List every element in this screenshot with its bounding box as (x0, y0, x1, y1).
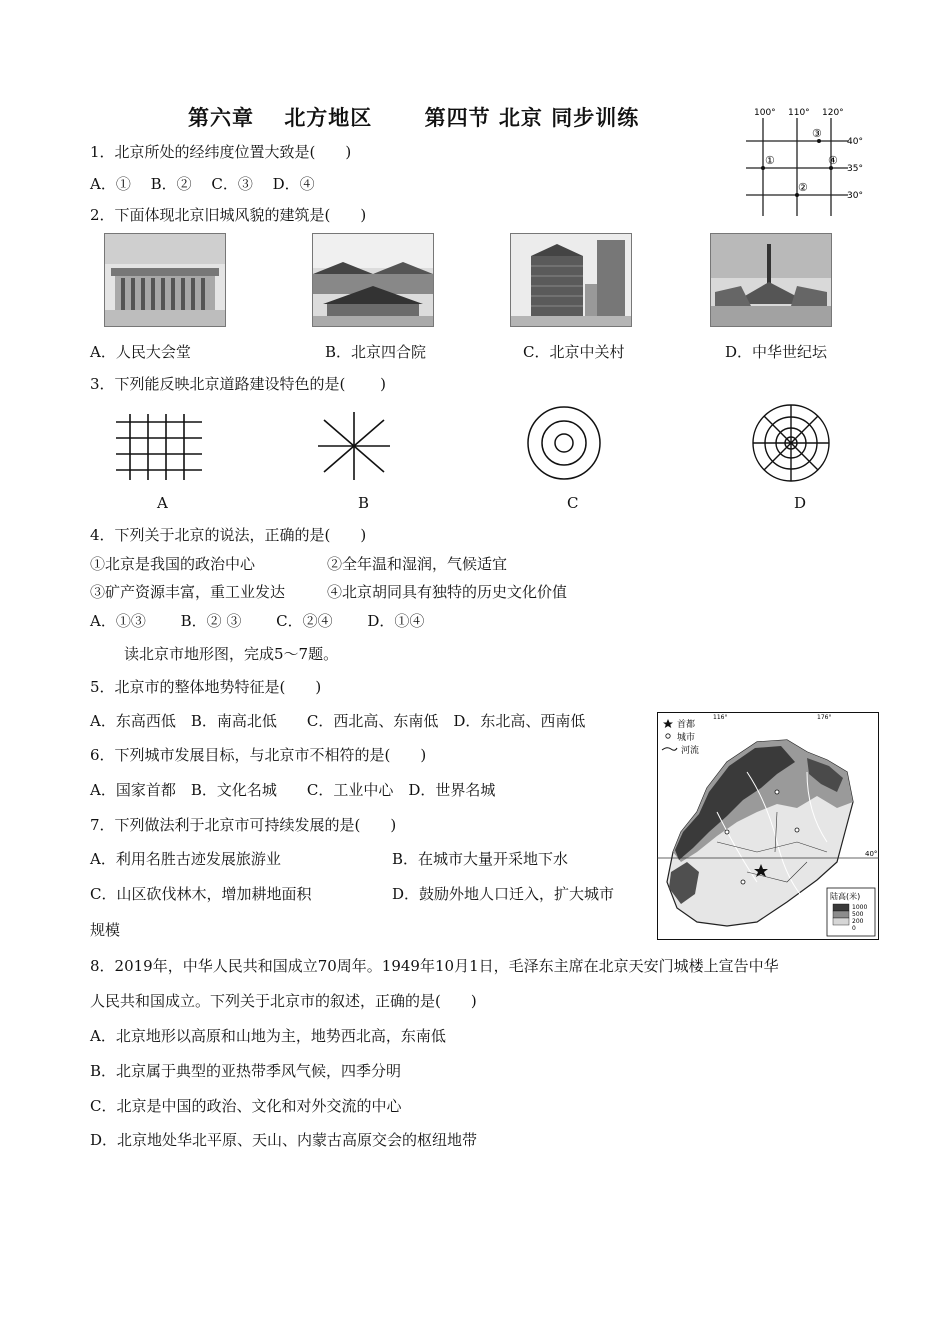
q7-option-d: D．鼓励外地人口迁入，扩大城市 (392, 885, 615, 903)
q3-stem: 3．下列能反映北京道路建设特色的是( ) (90, 375, 387, 393)
point-4: ④ (828, 154, 838, 167)
map-lon-label-1: 116° (713, 714, 728, 721)
point-3: ③ (812, 127, 822, 140)
elev-value: 0 (852, 925, 856, 932)
elev-legend-title: 陆高(米) (830, 892, 861, 901)
q3-label-d: D (794, 494, 807, 512)
q3-label-c: C (567, 494, 579, 512)
title-chapter: 第六章 (188, 106, 254, 130)
page-title (188, 102, 639, 132)
photo-siheyuan (312, 233, 434, 327)
road-pattern-rings-radials (750, 402, 832, 484)
q1-stem: 1．北京所处的经纬度位置大致是( ) (90, 143, 352, 161)
lat-label: 35° (847, 164, 863, 174)
q7-option-d-cont: 规模 (90, 921, 121, 939)
legend-city-icon (666, 734, 670, 738)
q8-option-b: B．北京属于典型的亚热带季风气候，四季分明 (90, 1062, 402, 1080)
map-lon-label-2: 176° (817, 714, 832, 721)
legend-river: 河流 (681, 746, 700, 756)
point-2: ② (798, 181, 808, 194)
q2-stem: 2．下面体现北京旧城风貌的建筑是( ) (90, 206, 367, 224)
q5-stem: 5．北京市的整体地势特征是( ) (90, 678, 322, 696)
q4-stem: 4．下列关于北京的说法，正确的是( ) (90, 526, 367, 544)
q8-option-c: C．北京是中国的政治、文化和对外交流的中心 (90, 1097, 402, 1115)
q3-label-a: A (157, 494, 168, 512)
road-pattern-grid (116, 414, 202, 480)
point-1: ① (765, 154, 775, 167)
q5-options: A．东高西低 B．南高北低 C．西北高、东南低 D．东北高、西南低 (90, 712, 586, 730)
legend-city: 城市 (677, 733, 696, 743)
lat-label: 30° (847, 191, 863, 201)
q6-options: A．国家首都 B．文化名城 C．工业中心 D．世界名城 (90, 781, 496, 799)
q4-statement-2: ②全年温和湿润，气候适宜 (327, 555, 508, 573)
q4-statement-4: ④北京胡同具有独特的历史文化价值 (327, 583, 568, 601)
q2-caption-c: C．北京中关村 (523, 343, 625, 361)
q2-caption-a: A．人民大会堂 (90, 343, 191, 361)
q4-statement-1: ①北京是我国的政治中心 (90, 555, 256, 573)
elev-value: 200 (852, 918, 864, 925)
elev-value: 500 (852, 911, 864, 918)
q8-stem-line1: 8．2019年，中华人民共和国成立70周年。1949年10月1日，毛泽东主席在北京天安门城楼上宣告中华 (90, 957, 779, 975)
title-region: 北方地区 (284, 106, 373, 130)
lat-label: 40° (847, 137, 863, 147)
lon-label: 100° (754, 108, 776, 118)
q2-caption-b: B．北京四合院 (325, 343, 427, 361)
beijing-terrain-map (657, 712, 879, 940)
elev-value: 1000 (852, 904, 868, 911)
lat-lon-grid-map (742, 104, 872, 219)
q1-options: A．① B．② C．③ D．④ (90, 175, 315, 193)
photo-zhongguancun (510, 233, 632, 327)
q7-stem: 7．下列做法利于北京市可持续发展的是( ) (90, 816, 397, 834)
road-pattern-radial (316, 410, 392, 482)
map-lat-label: 40° (865, 850, 878, 858)
read-instruction: 读北京市地形图，完成5～7题。 (124, 645, 339, 663)
q8-option-d: D．北京地处华北平原、天山、内蒙古高原交会的枢纽地带 (90, 1131, 478, 1149)
q2-caption-d: D．中华世纪坛 (725, 343, 828, 361)
q8-option-a: A．北京地形以高原和山地为主，地势西北高，东南低 (90, 1027, 446, 1045)
q7-option-c: C．山区砍伐林木，增加耕地面积 (90, 885, 312, 903)
q8-stem-line2: 人民共和国成立。下列关于北京市的叙述，正确的是( ) (90, 992, 477, 1010)
lon-label: 110° (788, 108, 810, 118)
photo-great-hall (104, 233, 226, 327)
legend-capital: 首都 (677, 720, 696, 730)
photo-century-altar (710, 233, 832, 327)
q7-option-b: B．在城市大量开采地下水 (392, 850, 569, 868)
q6-stem: 6．下列城市发展目标，与北京市不相符的是( ) (90, 746, 427, 764)
lon-label: 120° (822, 108, 844, 118)
q3-label-b: B (358, 494, 370, 512)
q4-options: A．①③ B．② ③ C．②④ D．①④ (90, 612, 425, 630)
road-pattern-rings (525, 404, 603, 482)
q4-statement-3: ③矿产资源丰富，重工业发达 (90, 583, 286, 601)
q7-option-a: A．利用名胜古迹发展旅游业 (90, 850, 281, 868)
title-section: 第四节 北京 同步训练 (424, 106, 640, 130)
